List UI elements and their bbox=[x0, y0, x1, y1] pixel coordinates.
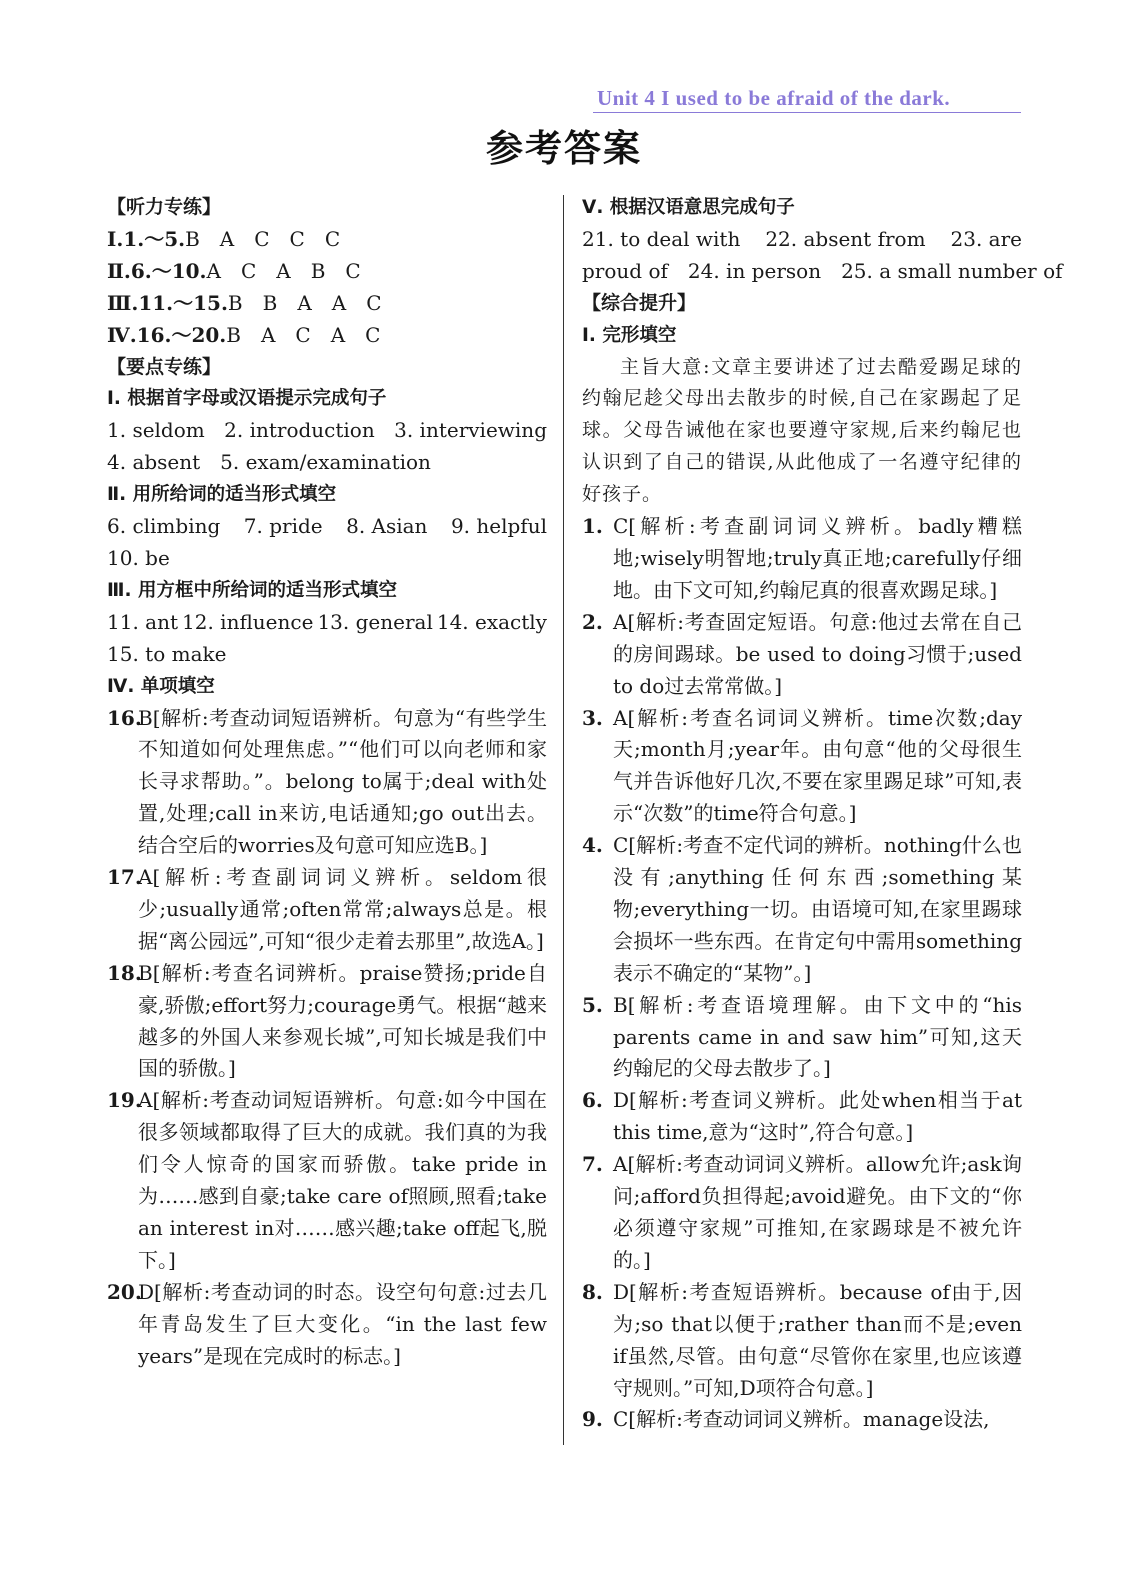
answer-item: 12. influence bbox=[182, 609, 314, 634]
listening-answers-3 bbox=[107, 288, 547, 320]
explanation-item bbox=[107, 703, 547, 863]
item-text: A[解析:考查副词词义辨析。seldom很少;usually通常;often常常;always总是。根据“离公园远”,可知“很少走着去那里”,故选A。] bbox=[138, 865, 547, 953]
explanation-item bbox=[582, 830, 1022, 990]
section-1-title: Ⅰ. 根据首字母或汉语提示完成句子 bbox=[107, 388, 387, 410]
key-points-heading: 【要点专练】 bbox=[107, 355, 222, 378]
explanation-item bbox=[107, 1277, 547, 1373]
answer-item: 1. seldom bbox=[107, 418, 205, 443]
item-text: C[解析:考查副词词义辨析。badly糟糕地;wisely明智地;truly真正地;carefully仔细地。由下文可知,约翰尼真的很喜欢踢足球。] bbox=[613, 514, 1022, 602]
unit-header: Unit 4 I used to be afraid of the dark. bbox=[597, 86, 951, 110]
explanation-item bbox=[582, 703, 1022, 831]
item-text: B[解析:考查语境理解。由下文中的“his parents came in and saw him”可知,这天约翰尼的父母去散步了。] bbox=[613, 992, 1022, 1081]
explanation-item bbox=[582, 607, 1022, 703]
item-text: A[解析:考查固定短语。句意:他过去常在自己的房间踢球。be used to doing习惯于;used to do过去常常做。] bbox=[613, 609, 1022, 698]
section-2-answers-2: 10. be bbox=[107, 545, 170, 570]
section-2-answers bbox=[107, 511, 547, 543]
item-number: 19. bbox=[107, 1088, 142, 1113]
item-number: 17. bbox=[107, 865, 142, 890]
listening-answers-4 bbox=[107, 320, 547, 352]
explanation-item bbox=[582, 990, 1022, 1086]
answer-values: B A C A C bbox=[226, 322, 381, 347]
answer-item: 8. Asian bbox=[346, 514, 428, 539]
answer-item: 3. interviewing bbox=[394, 418, 547, 443]
answer-item: 7. pride bbox=[243, 514, 323, 539]
item-text: C[解析:考查动词词义辨析。manage设法, bbox=[613, 1407, 990, 1432]
item-text: A[解析:考查名词词义辨析。time次数;day天;month月;year年。由句意“他的父母很生气并告诉他好几次,不要在家里踢足球”可知,表示“次数”的time符合句意。] bbox=[613, 705, 1022, 826]
section-3-answers bbox=[107, 607, 547, 639]
explanation-item bbox=[582, 1085, 1022, 1149]
answer-values: B A C C C bbox=[185, 226, 341, 251]
listening-heading: 【听力专练】 bbox=[107, 196, 222, 218]
right-column bbox=[582, 192, 1063, 1436]
explanation-item bbox=[582, 1404, 1022, 1436]
item-number: 20. bbox=[107, 1279, 142, 1304]
answer-label: Ⅱ.6.～10. bbox=[107, 258, 207, 283]
section-3-title: Ⅲ. 用方框中所给词的适当形式填空 bbox=[107, 579, 397, 601]
answer-item: 21. to deal with bbox=[582, 226, 741, 251]
item-text: B[解析:考查动词短语辨析。句意为“有些学生不知道如何处理焦虑。”“他们可以向老师和家长寻求帮助。”。belong to属于;deal with处置,处理;call in来访,电话通知;go out出去。结合空后的worries及句意可知应选B。] bbox=[138, 705, 547, 858]
item-text: A[解析:考查动词词义辨析。allow允许;ask询问;afford负担得起;avoid避免。由下文的“你必须遵守家规”可推知,在家踢球是不被允许的。] bbox=[613, 1152, 1022, 1272]
item-text: A[解析:考查动词短语辨析。句意:如今中国在很多领域都取得了巨大的成就。我们真的为我们令人惊奇的国家而骄傲。take pride in为……感到自豪;take care of照顾,照看;take an interest in对……感兴趣;take off起飞,脱下。] bbox=[138, 1088, 547, 1272]
item-number: 9. bbox=[582, 1407, 603, 1432]
cloze-title: Ⅰ. 完形填空 bbox=[582, 324, 677, 346]
item-number: 1. bbox=[582, 514, 603, 539]
item-number: 6. bbox=[582, 1088, 603, 1113]
answer-item: 11. ant bbox=[107, 609, 179, 634]
item-number: 4. bbox=[582, 833, 603, 858]
left-column bbox=[107, 192, 547, 1373]
section-2-title: Ⅱ. 用所给词的适当形式填空 bbox=[107, 484, 337, 506]
item-number: 18. bbox=[107, 960, 142, 985]
item-text: D[解析:考查词义辨析。此处when相当于at this time,意为“这时”,符合句意。] bbox=[613, 1088, 1022, 1145]
explanation-item bbox=[107, 862, 547, 958]
answer-values: B B A A C bbox=[227, 290, 382, 315]
item-text: D[解析:考查动词的时态。设空句句意:过去几年青岛发生了巨大变化。“in the last few years”是现在完成时的标志。] bbox=[138, 1279, 547, 1368]
section-1-answers bbox=[107, 415, 547, 447]
item-text: C[解析:考查不定代词的辨析。nothing什么也没有;anything任何东西;something某物;everything一切。由语境可知,在家里踢球会损坏一些东西。在肯定句中需用something表示不确定的“某物”。] bbox=[613, 833, 1022, 985]
header-rule bbox=[593, 112, 1021, 113]
explanation-item bbox=[582, 1149, 1022, 1277]
comprehensive-heading: 【综合提升】 bbox=[582, 291, 697, 314]
item-number: 7. bbox=[582, 1152, 603, 1177]
item-number: 8. bbox=[582, 1279, 603, 1304]
answer-item: 23. are bbox=[950, 226, 1022, 251]
explanation-item bbox=[107, 958, 547, 1086]
answer-values: A C A B C bbox=[206, 258, 361, 283]
explanation-item bbox=[107, 1085, 547, 1276]
section-4-title: Ⅳ. 单项填空 bbox=[107, 675, 215, 697]
answer-label: Ⅰ.1.～5. bbox=[107, 226, 186, 251]
answer-label: Ⅲ.11.～15. bbox=[107, 290, 228, 315]
answer-item: 6. climbing bbox=[107, 514, 221, 539]
item-number: 5. bbox=[582, 992, 603, 1017]
answer-item: 22. absent from bbox=[765, 226, 926, 251]
page-title: 参考答案 bbox=[486, 127, 642, 170]
section-3-answers-2: 15. to make bbox=[107, 641, 227, 666]
explanation-item bbox=[582, 511, 1022, 607]
item-number: 16. bbox=[107, 705, 142, 730]
section-5-answers bbox=[582, 224, 1022, 256]
answer-item: 9. helpful bbox=[450, 514, 547, 539]
item-number: 2. bbox=[582, 609, 603, 634]
section-1-answers-2: 4. absent 5. exam/examination bbox=[107, 450, 431, 475]
answer-label: Ⅳ.16.～20. bbox=[107, 322, 227, 347]
item-text: B[解析:考查名词辨析。praise赞扬;pride自豪,骄傲;effort努力;courage勇气。根据“越来越多的外国人来参观长城”,可知长城是我们中国的骄傲。] bbox=[138, 960, 547, 1081]
column-divider bbox=[563, 195, 564, 1445]
section-5-title: Ⅴ. 根据汉语意思完成句子 bbox=[582, 197, 795, 218]
answer-item: 13. general bbox=[317, 609, 433, 634]
item-text: D[解析:考查短语辨析。because of由于,因为;so that以便于;rather than而不是;even if虽然,尽管。由句意“尽管你在家里,也应该遵守规则。”可知,D项符合句意。] bbox=[613, 1279, 1022, 1400]
answer-item: 14. exactly bbox=[436, 609, 547, 634]
item-number: 3. bbox=[582, 705, 603, 730]
explanation-item bbox=[582, 1277, 1022, 1405]
listening-answers-2 bbox=[107, 256, 547, 288]
section-5-answers-2: proud of 24. in person 25. a small number of bbox=[582, 258, 1063, 283]
passage-summary: 主旨大意:文章主要讲述了过去酷爱踢足球的约翰尼趁父母出去散步的时候,自己在家踢起了足球。父母告诫他在家也要遵守家规,后来约翰尼也认识到了自己的错误,从此他成了一名遵守纪律的好孩子。 bbox=[582, 355, 1022, 506]
answer-item: 2. introduction bbox=[224, 418, 375, 443]
listening-answers-1 bbox=[107, 224, 547, 256]
